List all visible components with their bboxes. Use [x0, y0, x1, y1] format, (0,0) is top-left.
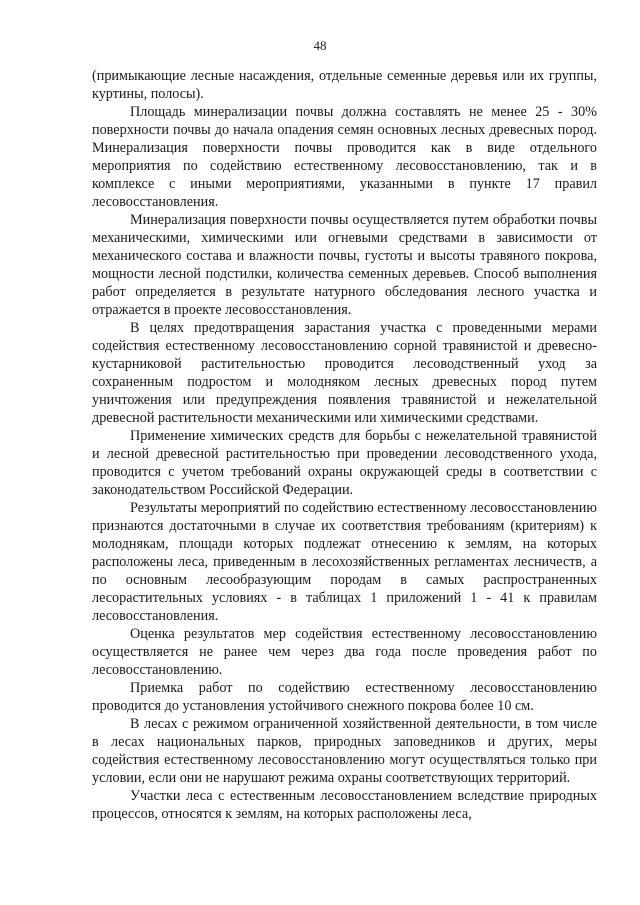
- paragraph: Применение химических средств для борьбы с нежелательной травянистой и лесной древесной растительностью при проведении лесоводственного ухода, проводится с учетом требований охраны окружающей среды в соответствии с законодательством Российской Федерации.: [92, 428, 597, 498]
- paragraph: В целях предотвращения зарастания участка с проведенными мерами содействия естественному лесовосстановлению сорной травянистой и древесно-кустарниковой растительностью проводится лесоводственный уход за сохраненным подростом и молодняком лесных древесных пород путем уничтожения или предупреждения появления травянистой и нежелательной древесной растительности механическими или химическими средствами.: [92, 320, 597, 426]
- paragraph: (примыкающие лесные насаждения, отдельные семенные деревья или их группы, куртины, полосы).: [92, 68, 597, 102]
- paragraph: Оценка результатов мер содействия естественному лесовосстановлению осуществляется не ранее чем через два года после проведения работ по лесовосстановлению.: [92, 626, 597, 678]
- paragraph: Площадь минерализации почвы должна составлять не менее 25 - 30% поверхности почвы до начала опадения семян основных лесных древесных пород. Минерализация поверхности почвы проводится как в виде отдельного мероприятия по содействию естественному лесовосстановлению, так и в комплексе с иными мероприятиями, указанными в пункте 17 правил лесовосстановления.: [92, 104, 597, 210]
- paragraph: Результаты мероприятий по содействию естественному лесовосстановлению признаются достаточными в случае их соответствия требованиям (критериям) к молоднякам, площади которых подлежат отнесению к землям, на которых расположены леса, приведенным в лесохозяйственных регламентах лесничеств, а по основным лесообразующим породам в самых распространенных лесорастительных условиях - в таблицах 1 приложений 1 - 41 к правилам лесовосстановления.: [92, 500, 597, 624]
- paragraph: Участки леса с естественным лесовосстановлением вследствие природных процессов, относятся к землям, на которых расположены леса,: [92, 788, 597, 822]
- paragraph: В лесах с режимом ограниченной хозяйственной деятельности, в том числе в лесах национальных парков, природных заповедников и других, меры содействия естественному лесовосстановлению могут осуществляться только при условии, если они не нарушают режима охраны соответствующих территорий.: [92, 716, 597, 786]
- paragraph: Приемка работ по содействию естественному лесовосстановлению проводится до установления устойчивого снежного покрова более 10 см.: [92, 680, 597, 714]
- page-number: 48: [313, 38, 327, 53]
- paragraph: Минерализация поверхности почвы осуществляется путем обработки почвы механическими, химическими или огневыми средствами в зависимости от механического состава и влажности почвы, густоты и высоты травяного покрова, мощности лесной подстилки, количества семенных деревьев. Способ выполнения работ определяется в результате натурного обследования лесного участка и отражается в проекте лесовосстановления.: [92, 212, 597, 318]
- document-body: [92, 67, 597, 823]
